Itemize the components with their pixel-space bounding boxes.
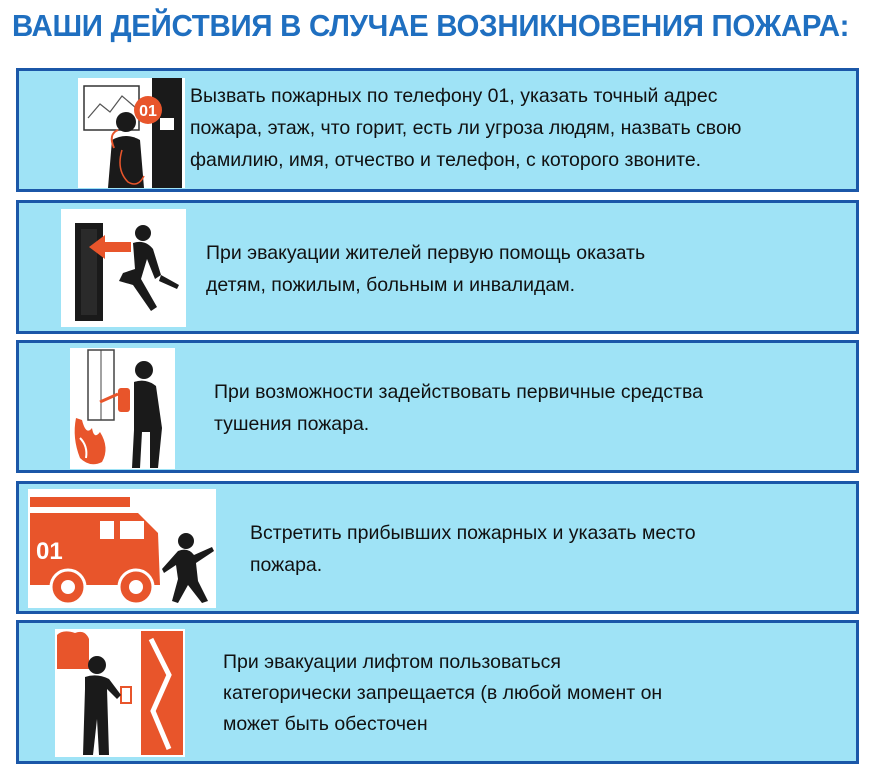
step-text-call — [190, 80, 741, 176]
call-badge-text: 01 — [139, 103, 157, 120]
phone-call-icon — [78, 78, 185, 188]
step-line: пожара. — [250, 554, 323, 576]
step-panel-call — [16, 68, 859, 192]
step-line: может быть обесточен — [223, 713, 428, 735]
truck-badge-text: 01 — [36, 538, 63, 565]
step-panel-meet — [16, 481, 859, 614]
evacuation-icon — [61, 209, 186, 327]
step-panel-elevator — [16, 620, 859, 764]
step-line: тушения пожара. — [214, 413, 370, 435]
page-title: ВАШИ ДЕЙСТВИЯ В СЛУЧАЕ ВОЗНИКНОВЕНИЯ ПОЖАРА: — [12, 8, 850, 43]
step-line: пожара, этаж, что горит, есть ли угроза людям, назвать свою — [190, 117, 742, 139]
fire-truck-icon — [28, 489, 216, 608]
step-text-extinguish — [214, 376, 703, 440]
step-line: При эвакуации жителей первую помощь оказать — [206, 242, 646, 264]
step-text-meet — [250, 517, 696, 581]
step-line: Встретить прибывших пожарных и указать место — [250, 522, 696, 544]
fire-extinguisher-icon — [70, 348, 175, 469]
step-line: детям, пожилым, больным и инвалидам. — [206, 274, 576, 296]
step-text-elevator — [223, 647, 662, 740]
step-line: фамилию, имя, отчество и телефон, с которого звоните. — [190, 149, 702, 171]
step-panel-extinguish — [16, 340, 859, 473]
step-line: При эвакуации лифтом пользоваться — [223, 651, 561, 673]
step-text-evacuation — [206, 237, 645, 301]
no-elevator-icon — [55, 629, 185, 757]
step-line: При возможности задействовать первичные средства — [214, 381, 703, 403]
step-line: Вызвать пожарных по телефону 01, указать точный адрес — [190, 85, 718, 107]
step-panel-evacuation — [16, 200, 859, 334]
step-line: категорически запрещается (в любой момент он — [223, 682, 663, 704]
